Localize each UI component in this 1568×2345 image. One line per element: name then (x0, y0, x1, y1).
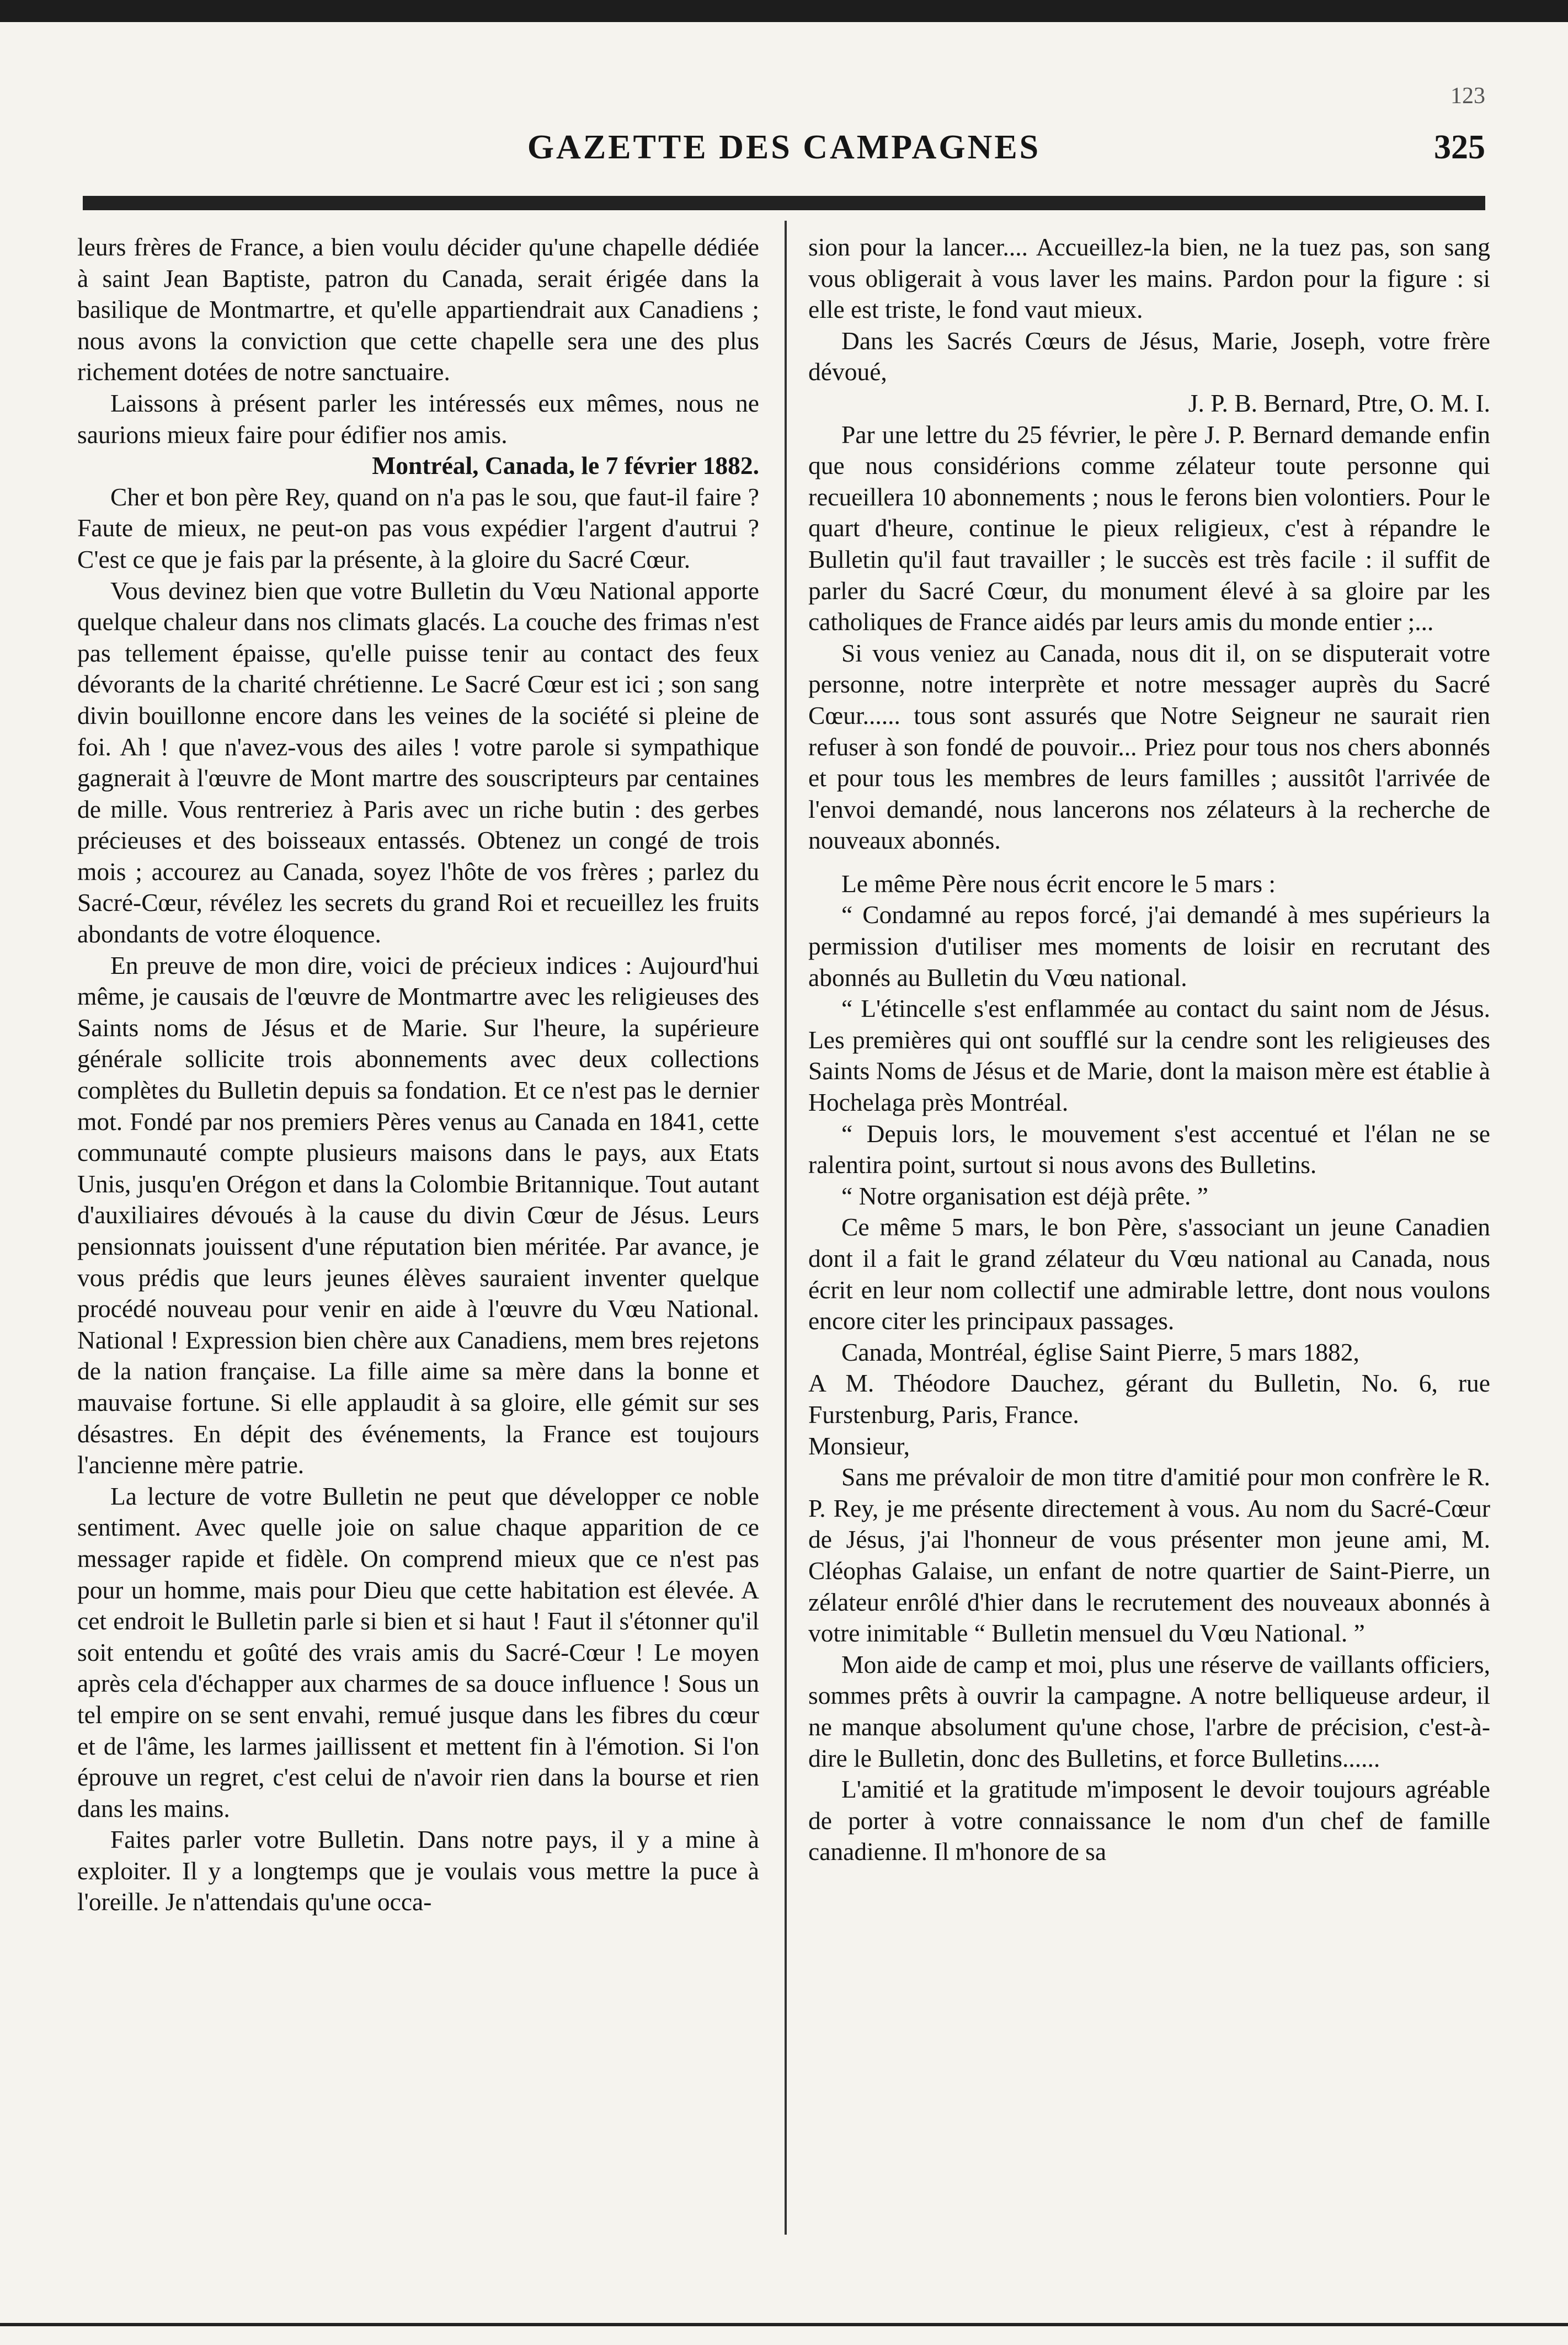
letter-dateline: Canada, Montréal, église Saint Pierre, 5 mars 1882, (841, 1337, 1359, 1366)
quote: “ Notre organisation est déjà prête. ” (841, 1181, 1208, 1210)
page-header (83, 128, 1485, 172)
page-number: 325 (1434, 129, 1485, 166)
paragraph: En preuve de mon dire, voici de précieux indices : Aujourd'hui même, je causais de l'œuvre de Montmartre avec les religieuses des Saints noms de Jésus et de Marie. Sur l'heure, la supérieure générale sollicite trois abonnements avec deux collections complètes du Bulletin depuis sa fondation. Et ce n'est pas le dernier mot. Fondé par nos premiers Pères venus au Canada en 1841, cette communauté compte plusieurs maisons dans le pays, aux Etats Unis, jusqu'en Orégon et dans la Colombie Britannique. Tout autant d'auxiliaires dévoués à la cause du divin Cœur de Jésus. Leurs pensionnats jouissent d'une réputation bien méritée. Par avance, je vous prédis que leurs jeunes élèves sauraient inventer quelque procédé nouveau pour venir en aide à l'œuvre du Vœu National. National ! Expression bien chère aux Canadiens, mem bres rejetons de la nation française. La fille aime sa mère dans la bonne et mauvaise fortune. Si elle applaudit à sa gloire, elle gémit sur ses désastres. En dépit des événements, la France est toujours l'ancienne mère patrie. (77, 951, 759, 1479)
column-separator (785, 221, 787, 2235)
corner-mark: 123 (1450, 83, 1485, 109)
paragraph: Vous devinez bien que votre Bulletin du Vœu National apporte quelque chaleur dans nos climats glacés. La couche des frimas n'est pas tellement épaisse, qu'elle puisse tenir au contact des feux dévorants de la charité chrétienne. Le Sacré Cœur est ici ; son sang divin bouillonne encore dans les veines de la société si pleine de foi. Ah ! que n'avez-vous des ailes ! votre parole si sympathique gagnerait à l'œuvre de Mont martre des souscripteurs par centaines de mille. Vous rentreriez à Paris avec un riche butin : des gerbes précieuses et des boisseaux entassés. Obtenez un congé de trois mois ; accourez au Canada, soyez l'hôte de vos frères ; parlez du Sacré-Cœur, révélez les secrets du grand Roi et recueillez les fruits abondants de votre éloquence. (77, 576, 759, 948)
left-column (77, 232, 759, 2240)
paragraph: Faites parler votre Bulletin. Dans notre pays, il y a mine à exploiter. Il y a longtemps que je voulais vous mettre la puce à l'oreille. Je n'attendais qu'une occa- (77, 1825, 759, 1916)
letter-dateline: Montréal, Canada, le 7 février 1882. (372, 451, 759, 480)
paragraph: Laissons à présent parler les intéressés eux mêmes, nous ne saurions mieux faire pour édifier nos amis. (77, 388, 759, 449)
letter-address: A M. Théodore Dauchez, gérant du Bulletin, No. 6, rue Furstenburg, Paris, France. (808, 1369, 1490, 1429)
paragraph: Mon aide de camp et moi, plus une réserve de vaillants officiers, sommes prêts à ouvrir la campagne. A notre belliqueuse ardeur, il ne manque absolument qu'une chose, l'arbre de précision, c'est-à-dire le Bulletin, donc des Bulletins, et force Bulletins...... (808, 1650, 1490, 1772)
quote: “ Depuis lors, le mouvement s'est accentué et l'élan ne se ralentira point, surtout si nous avons des Bulletins. (808, 1119, 1490, 1179)
top-border (0, 0, 1568, 22)
journal-title: GAZETTE DES CAMPAGNES (527, 129, 1041, 166)
bottom-border (0, 2323, 1568, 2326)
paragraph: Cher et bon père Rey, quand on n'a pas le sou, que faut-il faire ? Faute de mieux, ne peut-on pas vous expédier l'argent d'autrui ? C'est ce que je fais par la présente, à la gloire du Sacré Cœur. (77, 482, 759, 573)
paragraph: Le même Père nous écrit encore le 5 mars : (841, 869, 1276, 898)
paragraph: leurs frères de France, a bien voulu décider qu'une chapelle dédiée à saint Jean Baptiste, patron du Canada, serait érigée dans la basilique de Montmartre, et qu'elle appartiendrait aux Canadiens ; nous avons la conviction que cette chapelle sera une des plus richement dotées de notre sanctuaire. (77, 233, 759, 386)
paragraph: sion pour la lancer.... Accueillez-la bien, ne la tuez pas, son sang vous obligerait à vous laver les mains. Pardon pour la figure : si elle est triste, le fond vaut mieux. (808, 233, 1490, 324)
quote: “ L'étincelle s'est enflammée au contact du saint nom de Jésus. Les premières qui ont soufflé sur la cendre sont les religieuses des Saints Noms de Jésus et de Marie, dont la maison mère est établie à Hochelaga près Montréal. (808, 994, 1490, 1117)
signature: J. P. B. Bernard, Ptre, O. M. I. (1188, 388, 1490, 417)
paragraph: Sans me prévaloir de mon titre d'amitié pour mon confrère le R. P. Rey, je me présente directement à vous. Au nom du Sacré-Cœur de Jésus, j'ai l'honneur de vous présenter mon jeune ami, M. Cléophas Galaise, un enfant de notre quartier de Saint-Pierre, un zélateur enrôlé d'hier dans le recrutement des nouveaux abonnés à votre inimitable “ Bulletin mensuel du Vœu National. ” (808, 1463, 1490, 1648)
header-rule (83, 196, 1485, 210)
right-column (808, 232, 1490, 2240)
paragraph: Ce même 5 mars, le bon Père, s'associant un jeune Canadien dont il a fait le grand zélateur du Vœu national au Canada, nous écrit en leur nom collectif une admirable lettre, dont nous voulons encore citer les principaux passages. (808, 1213, 1490, 1335)
paragraph: Dans les Sacrés Cœurs de Jésus, Marie, Joseph, votre frère dévoué, (808, 326, 1490, 386)
paragraph: La lecture de votre Bulletin ne peut que développer ce noble sentiment. Avec quelle joie on salue chaque apparition de ce messager rapide et fidèle. On comprend mieux que ce n'est pas pour un homme, mais pour Dieu que cette habitation est élevée. A cet endroit le Bulletin parle si bien et si haut ! Faut il s'étonner qu'il soit entendu et goûté des vrais amis du Sacré-Cœur ! Le moyen après cela d'échapper aux charmes de sa douce influence ! Sous un tel empire on se sent envahi, remué jusque dans les fibres du cœur et de l'âme, les larmes jaillissent et mettent fin à l'émotion. Si l'on éprouve un regret, c'est celui de n'avoir rien dans la bourse et rien dans les mains. (77, 1481, 759, 1822)
paragraph: L'amitié et la gratitude m'imposent le devoir toujours agréable de porter à votre connaissance le nom d'un chef de famille canadienne. Il m'honore de sa (808, 1775, 1490, 1866)
paragraph: Si vous veniez au Canada, nous dit il, on se disputerait votre personne, notre interprète et notre messager auprès du Sacré Cœur...... tous sont assurés que Notre Seigneur ne saurait rien refuser à son fondé de pouvoir... Priez pour tous nos chers abonnés et pour tous les membres de leurs familles ; aussitôt l'arrivée de l'envoi demandé, nous lancerons nos zélateurs à la recherche de nouveaux abonnés. (808, 638, 1490, 855)
letter-salutation: Monsieur, (808, 1431, 910, 1460)
paragraph: Par une lettre du 25 février, le père J. P. Bernard demande enfin que nous considérions comme zélateur toute personne qui recueillera 10 abonnements ; nous le ferons bien volontiers. Pour le quart d'heure, continue le pieux religieux, c'est à répandre le Bulletin qu'il faut travailler ; le succès est très facile : il suffit de parler du Sacré Cœur, du monument élevé à sa gloire par les catholiques de France aidés par leurs amis du monde entier ;... (808, 420, 1490, 636)
quote: “ Condamné au repos forcé, j'ai demandé à mes supérieurs la permission d'utiliser mes moments de loisir en recrutant des abonnés au Bulletin du Vœu national. (808, 900, 1490, 992)
